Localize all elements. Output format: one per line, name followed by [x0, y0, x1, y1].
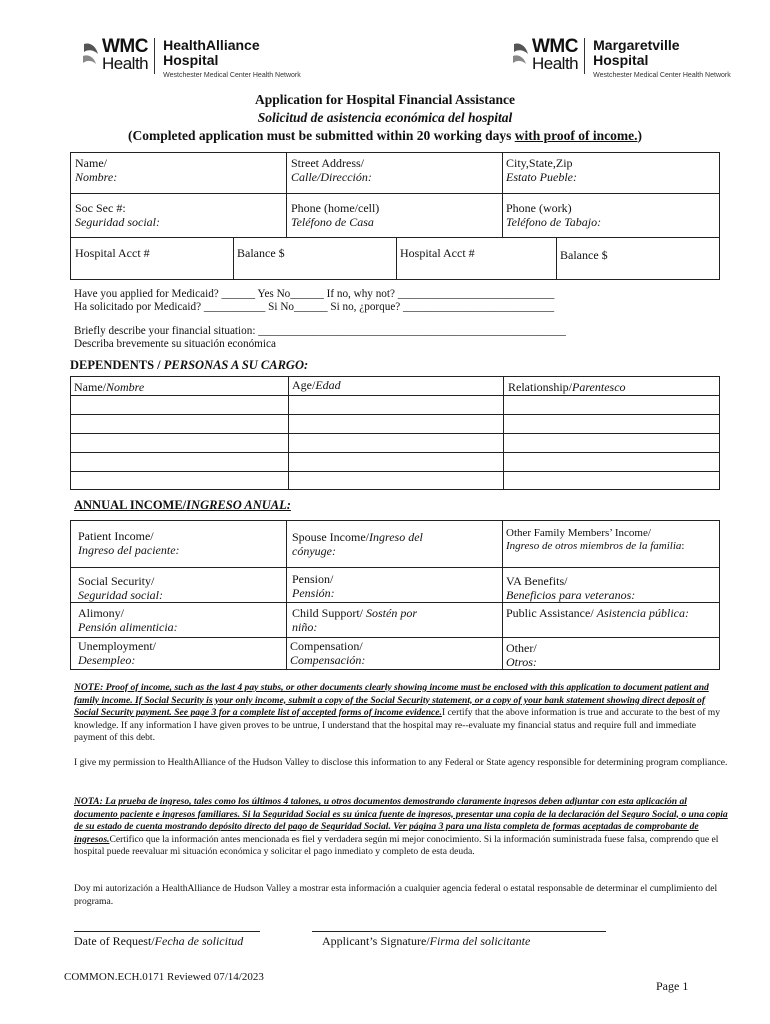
city-state-zip-field[interactable]: City,State,Zip Estato Pueble: — [506, 156, 577, 184]
signature-line[interactable] — [312, 931, 606, 932]
network-tagline-left: Westchester Medical Center Health Network — [163, 72, 301, 79]
wmc-wordmark: WMC Health — [102, 36, 149, 73]
dependents-col-name: Name/Nombre — [74, 380, 145, 394]
spouse-income-field[interactable]: Spouse Income/Ingreso del cónyuge: — [292, 530, 423, 558]
street-address-field[interactable]: Street Address/ Calle/Dirección: — [291, 156, 372, 184]
hospital-name-right: Margaretville Hospital — [593, 37, 680, 68]
balance-field-2[interactable]: Balance $ — [560, 248, 608, 262]
date-of-request-label: Date of Request/Fecha de solicitud — [74, 934, 244, 948]
note-english: NOTE: Proof of income, such as the last 4 pay stubs, or other documents clearly showing income must be enclosed with this application to document patient and family income. If Social Security is your only income, submit a copy of the Social Security statement, or a copy of your bank statement showing direct deposit of Social Security payment. See page 3 for a complete list of accepted forms of income evidence.I certify that the above information is true and accurate to the best of my knowledge. If any information I have given proves to be untrue, I understand that the hospital may re--evaluate my financial status and require full and immediate payment of this debt. — [74, 682, 721, 743]
pension-field[interactable]: Pension/ Pensión: — [292, 572, 335, 600]
medicaid-question: Have you applied for Medicaid? ______ Yes No______ If no, why not? ____________________________ Ha solicitado por Medicaid? ___________ Si No______ Si no, ¿porque? ___________________________ — [74, 288, 555, 313]
page-title: Application for Hospital Financial Assistance — [254, 92, 516, 107]
phone-home-field[interactable]: Phone (home/cell) Teléfono de Casa — [291, 201, 380, 229]
note-spanish: NOTA: La prueba de ingreso, tales como los últimos 4 talones, u otros documentos demostrando claramente ingresos deben adjuntar con esta aplicación al documento paciente e ingresos familiares. Si la Seguridad Social es su única fuente de ingresos, presentar una copia de la declaración del Seguro Social, o una copia de su estado de cuenta mostrando depósito directo del pago de Seguridad Social. Ver página 3 para una lista completa de formas aceptadas de comprobante de ingresos.Certifico que la información antes mencionada es fiel y verdadera según mi mejor conocimiento. Si la información suministrada fuese falsa, comprendo que el hospital puede reevaluar mi situación económica y solicitar el pago inmediato y completo de esta deuda. — [74, 796, 728, 857]
applicant-signature-label: Applicant’s Signature/Firma del solicitante — [322, 934, 531, 948]
patient-income-field[interactable]: Patient Income/ Ingreso del paciente: — [78, 529, 180, 557]
va-benefits-field[interactable]: VA Benefits/ Beneficios para veteranos: — [506, 574, 636, 602]
dependents-col-age: Age/Edad — [292, 378, 341, 392]
name-field[interactable]: Name/ Nombre: — [75, 156, 118, 184]
balance-field-1[interactable]: Balance $ — [237, 246, 285, 260]
hospital-name-left: HealthAlliance Hospital — [163, 37, 260, 68]
logo-healthalliance — [80, 38, 301, 79]
alimony-field[interactable]: Alimony/ Pensión alimenticia: — [78, 606, 178, 634]
dependents-col-relationship: Relationship/Parentesco — [508, 380, 626, 394]
hospital-acct-field-2[interactable]: Hospital Acct # — [400, 246, 475, 260]
other-income-field[interactable]: Other/ Otros: — [506, 641, 537, 669]
other-family-income-field[interactable]: Other Family Members’ Income/ Ingreso de otros miembros de la familia: — [506, 527, 685, 552]
wmc-wordmark: WMC Health — [532, 36, 579, 73]
permission-spanish: Doy mi autorización a HealthAlliance de Hudson Valley a mostrar esta información a cualquier agencia federal o estatal responsable de determinar el cumplimiento del programa. — [74, 883, 718, 907]
dependents-header: DEPENDENTS / PERSONAS A SU CARGO: — [70, 358, 309, 372]
income-header: ANNUAL INCOME/INGRESO ANUAL: — [74, 498, 291, 512]
financial-situation: Briefly describe your financial situation: _______________________________________________________ Describa brevemente su situación económica — [74, 325, 566, 350]
phone-work-field[interactable]: Phone (work) Teléfono de Tabajo: — [506, 201, 602, 229]
form-code: COMMON.ECH.0171 Reviewed 07/14/2023 — [64, 971, 264, 983]
wmc-logo-icon — [510, 40, 532, 70]
unemployment-field[interactable]: Unemployment/ Desempleo: — [78, 639, 156, 667]
hospital-acct-field-1[interactable]: Hospital Acct # — [75, 246, 150, 260]
wmc-logo-icon — [80, 40, 102, 70]
compensation-field[interactable]: Compensation/ Compensación: — [290, 639, 366, 667]
page-subtitle: (Completed application must be submitted within 20 working days with proof of income.) — [128, 128, 642, 143]
network-tagline-right: Westchester Medical Center Health Network — [593, 72, 731, 79]
page-title-es: Solicitud de asistencia económica del hospital — [257, 110, 513, 125]
public-assistance-field[interactable]: Public Assistance/ Asistencia pública: — [506, 606, 689, 620]
applicant-info-table — [70, 152, 720, 280]
date-line[interactable] — [74, 931, 260, 932]
soc-sec-field[interactable]: Soc Sec #: Seguridad social: — [75, 201, 160, 229]
page-number: Page 1 — [656, 979, 689, 993]
logo-margaretville — [510, 38, 731, 79]
permission-english: I give my permission to HealthAlliance of the Hudson Valley to disclose this information to any Federal or State agency responsible for determining program compliance. — [74, 757, 728, 768]
child-support-field[interactable]: Child Support/ Sostén por niño: — [292, 606, 418, 634]
social-security-field[interactable]: Social Security/ Seguridad social: — [78, 574, 163, 602]
